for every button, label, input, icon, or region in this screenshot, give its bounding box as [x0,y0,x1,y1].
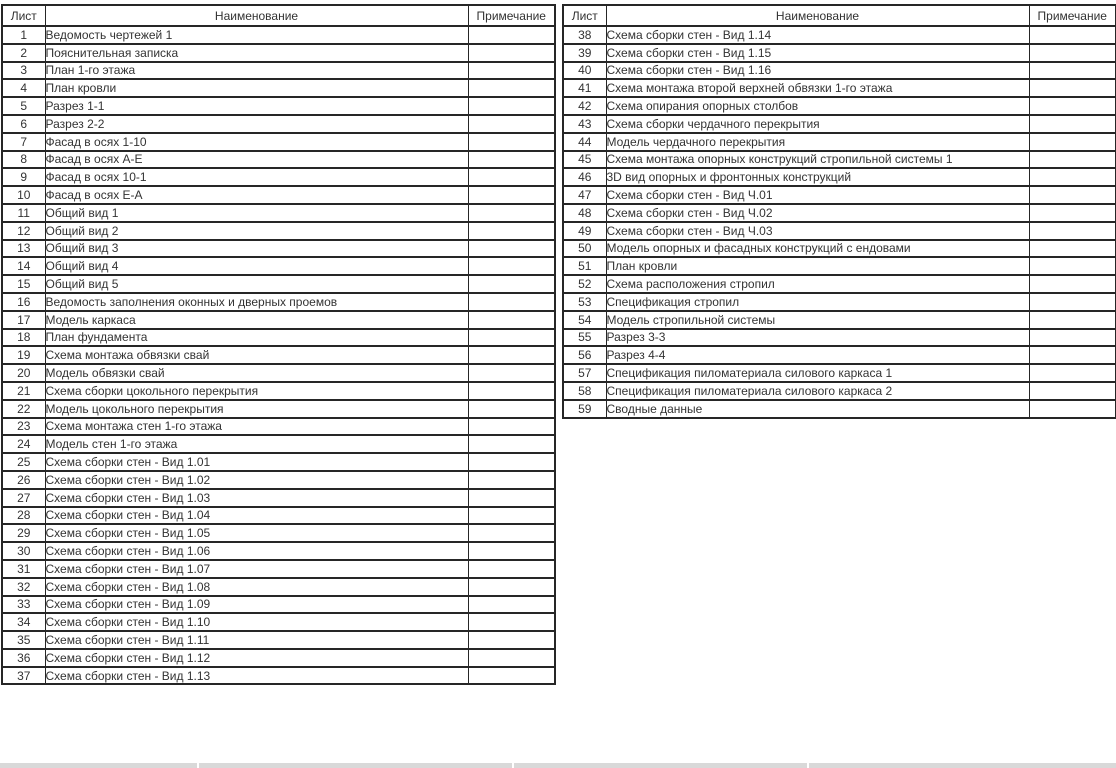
table-row [2,275,555,293]
column-header-name: Наименование [606,5,1029,26]
cell-drawing-name: Разрез 1-1 [45,97,468,115]
table-row [2,613,555,631]
table-row [2,293,555,311]
cell-sheet-number: 51 [563,257,606,275]
cell-note [1029,97,1116,115]
table-row [563,26,1116,44]
table-row [2,151,555,169]
cell-note [468,44,555,62]
table-row [2,400,555,418]
cell-note [1029,115,1116,133]
table-row [2,507,555,525]
cell-note [468,186,555,204]
cell-sheet-number: 17 [2,311,45,329]
cell-note [468,133,555,151]
table-row [2,649,555,667]
cell-drawing-name: План кровли [45,79,468,97]
cell-sheet-number: 18 [2,329,45,347]
cell-drawing-name: План кровли [606,257,1029,275]
cell-note [468,453,555,471]
cell-sheet-number: 42 [563,97,606,115]
cell-drawing-name: Схема сборки стен - Вид 1.01 [45,453,468,471]
table-row [2,471,555,489]
cell-drawing-name: Общий вид 3 [45,240,468,258]
cell-drawing-name: Схема сборки стен - Вид 1.05 [45,524,468,542]
cell-drawing-name: Фасад в осях 10-1 [45,168,468,186]
cell-drawing-name: Схема сборки стен - Вид 1.14 [606,26,1029,44]
cell-note [468,204,555,222]
cell-sheet-number: 19 [2,346,45,364]
cell-drawing-name: Сводные данные [606,400,1029,418]
cell-note [468,346,555,364]
cell-note [1029,240,1116,258]
cell-drawing-name: Ведомость чертежей 1 [45,26,468,44]
table-row [2,631,555,649]
cell-drawing-name: Модель стропильной системы [606,311,1029,329]
table-row [2,346,555,364]
cell-drawing-name: Схема сборки стен - Вид 1.13 [45,667,468,685]
cell-drawing-name: Схема сборки стен - Вид 1.11 [45,631,468,649]
cell-sheet-number: 21 [2,382,45,400]
cell-drawing-name: Схема сборки стен - Вид 1.04 [45,507,468,525]
cell-drawing-name: Схема сборки стен - Вид 1.12 [45,649,468,667]
cell-note [1029,400,1116,418]
cell-sheet-number: 49 [563,222,606,240]
cell-note [468,507,555,525]
cell-drawing-name: Общий вид 2 [45,222,468,240]
drawing-list-table-left [1,4,556,685]
table-row [563,133,1116,151]
cell-sheet-number: 27 [2,489,45,507]
table-header-row-right [563,5,1116,26]
cell-note [468,151,555,169]
cell-sheet-number: 24 [2,435,45,453]
table-row [563,151,1116,169]
cell-drawing-name: 3D вид опорных и фронтонных конструкций [606,168,1029,186]
cell-drawing-name: Схема сборки стен - Вид 1.06 [45,542,468,560]
cell-note [468,293,555,311]
cell-sheet-number: 58 [563,382,606,400]
cell-sheet-number: 40 [563,62,606,80]
table-row [2,204,555,222]
cell-drawing-name: Схема монтажа обвязки свай [45,346,468,364]
cell-note [1029,257,1116,275]
cell-sheet-number: 34 [2,613,45,631]
cell-note [468,596,555,614]
table-row [2,435,555,453]
table-row [563,329,1116,347]
cell-note [468,329,555,347]
cell-sheet-number: 50 [563,240,606,258]
table-row [2,364,555,382]
cell-sheet-number: 11 [2,204,45,222]
cell-note [468,62,555,80]
table-row [2,329,555,347]
cell-note [1029,186,1116,204]
cell-sheet-number: 52 [563,275,606,293]
table-row [563,275,1116,293]
cell-drawing-name: Схема сборки стен - Вид 1.08 [45,578,468,596]
table-row [2,79,555,97]
table-row [2,26,555,44]
table-row [563,364,1116,382]
cell-drawing-name: Модель каркаса [45,311,468,329]
bottom-strip-gap [512,763,514,768]
cell-sheet-number: 39 [563,44,606,62]
table-row [2,489,555,507]
cell-drawing-name: Схема сборки стен - Вид 1.16 [606,62,1029,80]
column-header-note: Примечание [468,5,555,26]
cell-note [1029,346,1116,364]
table-row [563,186,1116,204]
cell-sheet-number: 23 [2,418,45,436]
table-row [2,62,555,80]
cell-sheet-number: 9 [2,168,45,186]
bottom-strip-gap [197,763,199,768]
cell-sheet-number: 43 [563,115,606,133]
cell-drawing-name: Модель чердачного перекрытия [606,133,1029,151]
cell-sheet-number: 47 [563,186,606,204]
cell-note [468,222,555,240]
cell-note [468,26,555,44]
cell-drawing-name: Общий вид 1 [45,204,468,222]
cell-drawing-name: Схема опирания опорных столбов [606,97,1029,115]
cell-note [1029,168,1116,186]
cell-drawing-name: Схема монтажа опорных конструкций стропильной системы 1 [606,151,1029,169]
table-row [563,293,1116,311]
cell-sheet-number: 38 [563,26,606,44]
cell-note [1029,293,1116,311]
table-row [563,62,1116,80]
cell-note [468,257,555,275]
cell-sheet-number: 15 [2,275,45,293]
cell-note [468,631,555,649]
cell-sheet-number: 10 [2,186,45,204]
table-row [2,44,555,62]
cell-sheet-number: 3 [2,62,45,80]
table-row [2,257,555,275]
bottom-strip-gap [807,763,809,768]
table-row [563,311,1116,329]
table-row [563,240,1116,258]
cell-drawing-name: Спецификация пиломатериала силового каркаса 2 [606,382,1029,400]
drawing-list-table-right [562,4,1116,419]
table-row [2,667,555,685]
cell-sheet-number: 59 [563,400,606,418]
cell-note [468,560,555,578]
cell-drawing-name: Разрез 3-3 [606,329,1029,347]
table-row [2,453,555,471]
cell-drawing-name: Фасад в осях 1-10 [45,133,468,151]
cell-note [468,400,555,418]
cell-sheet-number: 41 [563,79,606,97]
bottom-strip [0,763,1116,768]
cell-note [1029,329,1116,347]
cell-sheet-number: 29 [2,524,45,542]
cell-note [468,542,555,560]
cell-note [1029,222,1116,240]
table-row [563,257,1116,275]
cell-drawing-name: Схема монтажа второй верхней обвязки 1-го этажа [606,79,1029,97]
cell-note [1029,311,1116,329]
table-row [563,79,1116,97]
table-row [563,168,1116,186]
cell-note [468,613,555,631]
cell-drawing-name: Разрез 2-2 [45,115,468,133]
cell-sheet-number: 6 [2,115,45,133]
cell-note [468,382,555,400]
cell-sheet-number: 35 [2,631,45,649]
cell-sheet-number: 28 [2,507,45,525]
cell-drawing-name: Пояснительная записка [45,44,468,62]
cell-sheet-number: 56 [563,346,606,364]
cell-note [1029,44,1116,62]
cell-sheet-number: 8 [2,151,45,169]
table-row [563,204,1116,222]
cell-drawing-name: Модель обвязки свай [45,364,468,382]
cell-note [468,115,555,133]
cell-drawing-name: Спецификация пиломатериала силового каркаса 1 [606,364,1029,382]
cell-drawing-name: Схема сборки стен - Вид 1.09 [45,596,468,614]
table-row [2,240,555,258]
cell-drawing-name: Схема сборки стен - Вид 1.07 [45,560,468,578]
table-row [2,186,555,204]
cell-sheet-number: 16 [2,293,45,311]
cell-sheet-number: 30 [2,542,45,560]
cell-drawing-name: План фундамента [45,329,468,347]
cell-sheet-number: 45 [563,151,606,169]
cell-sheet-number: 54 [563,311,606,329]
cell-note [1029,133,1116,151]
cell-drawing-name: Разрез 4-4 [606,346,1029,364]
cell-drawing-name: Фасад в осях Е-А [45,186,468,204]
cell-note [468,667,555,685]
cell-note [468,524,555,542]
column-header-sheet: Лист [2,5,45,26]
table-row [2,97,555,115]
cell-drawing-name: Схема монтажа стен 1-го этажа [45,418,468,436]
cell-drawing-name: Схема сборки стен - Вид Ч.01 [606,186,1029,204]
cell-note [468,471,555,489]
column-header-name: Наименование [45,5,468,26]
table-row [2,311,555,329]
cell-sheet-number: 57 [563,364,606,382]
cell-drawing-name: Модель опорных и фасадных конструкций с ендовами [606,240,1029,258]
table-row [2,542,555,560]
table-header-row-left [2,5,555,26]
cell-sheet-number: 12 [2,222,45,240]
cell-sheet-number: 13 [2,240,45,258]
table-row [2,578,555,596]
table-row [2,596,555,614]
table-row [2,168,555,186]
cell-sheet-number: 20 [2,364,45,382]
table-row [563,97,1116,115]
cell-sheet-number: 2 [2,44,45,62]
cell-drawing-name: Схема сборки стен - Вид 1.15 [606,44,1029,62]
table-row [563,382,1116,400]
cell-note [1029,204,1116,222]
cell-drawing-name: Схема сборки цокольного перекрытия [45,382,468,400]
cell-drawing-name: Схема сборки стен - Вид 1.02 [45,471,468,489]
cell-note [468,79,555,97]
cell-note [468,275,555,293]
cell-sheet-number: 55 [563,329,606,347]
cell-sheet-number: 33 [2,596,45,614]
cell-sheet-number: 46 [563,168,606,186]
cell-note [468,649,555,667]
cell-drawing-name: Схема сборки чердачного перекрытия [606,115,1029,133]
cell-sheet-number: 36 [2,649,45,667]
cell-drawing-name: Общий вид 4 [45,257,468,275]
cell-drawing-name: Ведомость заполнения оконных и дверных проемов [45,293,468,311]
cell-drawing-name: Схема сборки стен - Вид Ч.03 [606,222,1029,240]
cell-note [1029,26,1116,44]
cell-sheet-number: 53 [563,293,606,311]
cell-sheet-number: 25 [2,453,45,471]
cell-note [1029,62,1116,80]
cell-sheet-number: 14 [2,257,45,275]
cell-note [468,97,555,115]
cell-note [468,168,555,186]
cell-drawing-name: Спецификация стропил [606,293,1029,311]
table-row [563,115,1116,133]
cell-drawing-name: Фасад в осях А-Е [45,151,468,169]
cell-note [468,418,555,436]
cell-note [468,435,555,453]
table-row [2,133,555,151]
column-header-sheet: Лист [563,5,606,26]
cell-drawing-name: Схема расположения стропил [606,275,1029,293]
cell-sheet-number: 22 [2,400,45,418]
cell-sheet-number: 31 [2,560,45,578]
cell-note [468,364,555,382]
cell-sheet-number: 1 [2,26,45,44]
cell-drawing-name: Схема сборки стен - Вид 1.10 [45,613,468,631]
cell-sheet-number: 5 [2,97,45,115]
table-row [2,560,555,578]
table-row [2,418,555,436]
cell-drawing-name: Модель стен 1-го этажа [45,435,468,453]
cell-drawing-name: План 1-го этажа [45,62,468,80]
cell-note [1029,364,1116,382]
cell-note [468,578,555,596]
cell-drawing-name: Схема сборки стен - Вид 1.03 [45,489,468,507]
cell-sheet-number: 44 [563,133,606,151]
table-row [563,44,1116,62]
cell-sheet-number: 32 [2,578,45,596]
table-row [2,222,555,240]
table-row [563,400,1116,418]
cell-note [468,311,555,329]
cell-note [468,489,555,507]
cell-note [468,240,555,258]
cell-note [1029,275,1116,293]
cell-sheet-number: 48 [563,204,606,222]
cell-note [1029,382,1116,400]
cell-drawing-name: Общий вид 5 [45,275,468,293]
cell-sheet-number: 26 [2,471,45,489]
cell-note [1029,151,1116,169]
cell-note [1029,79,1116,97]
table-row [563,346,1116,364]
table-row [563,222,1116,240]
cell-sheet-number: 4 [2,79,45,97]
cell-drawing-name: Модель цокольного перекрытия [45,400,468,418]
cell-sheet-number: 37 [2,667,45,685]
cell-sheet-number: 7 [2,133,45,151]
cell-drawing-name: Схема сборки стен - Вид Ч.02 [606,204,1029,222]
table-row [2,382,555,400]
table-row [2,524,555,542]
table-row [2,115,555,133]
column-header-note: Примечание [1029,5,1116,26]
